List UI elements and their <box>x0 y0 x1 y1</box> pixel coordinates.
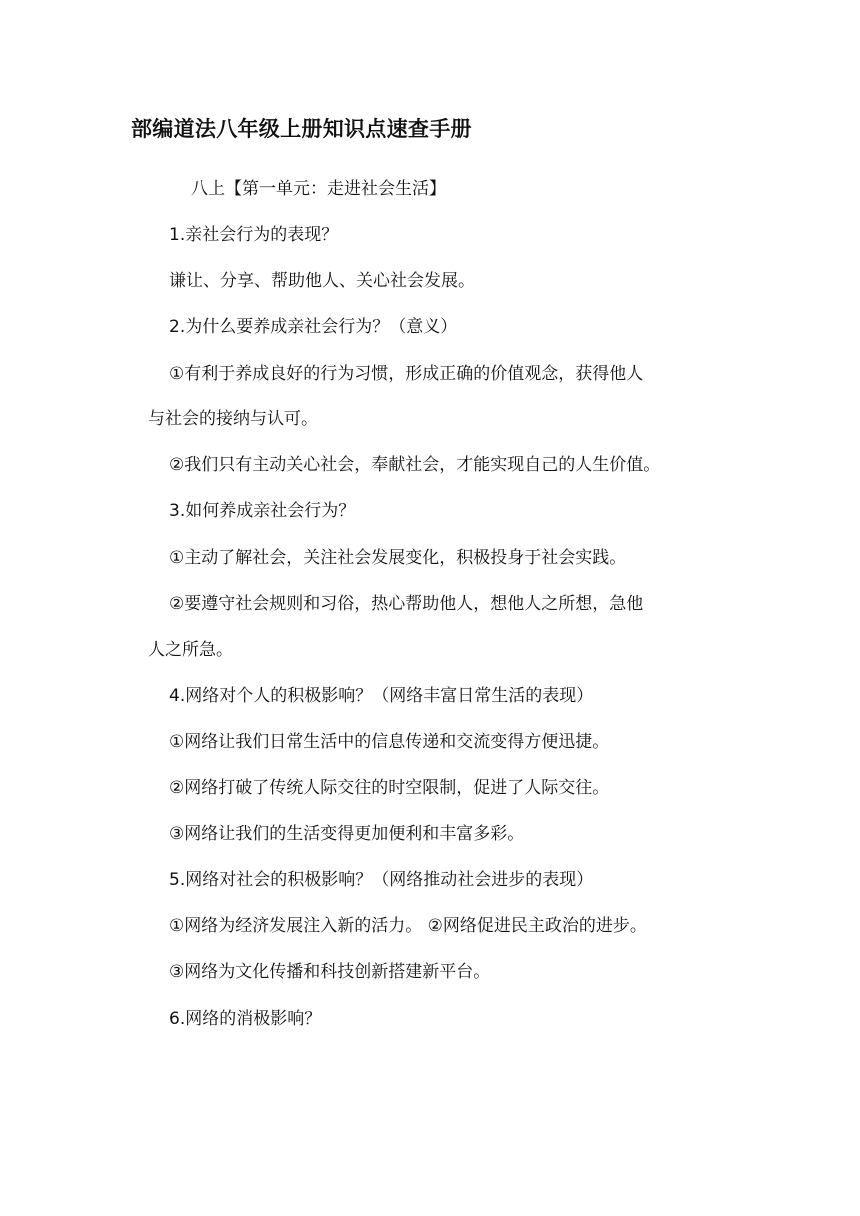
question-1: 1.亲社会行为的表现？ <box>169 225 339 245</box>
answer-5-points-1-2: ①网络为经济发展注入新的活力。 ②网络促进民主政治的进步。 <box>169 916 647 936</box>
question-5: 5.网络对社会的积极影响？（网络推动社会进步的表现） <box>169 870 594 890</box>
answer-3-point-1: ①主动了解社会，关注社会发展变化，积极投身于社会实践。 <box>169 548 627 568</box>
unit-heading: 八上【第一单元：走进社会生活】 <box>191 179 446 199</box>
answer-3-point-2: ②要遵守社会规则和习俗，热心帮助他人，想他人之所想，急他 <box>169 594 644 614</box>
answer-4-point-2: ②网络打破了传统人际交往的时空限制，促进了人际交往。 <box>169 778 610 798</box>
question-3: 3.如何养成亲社会行为？ <box>169 501 356 521</box>
answer-4-point-1: ①网络让我们日常生活中的信息传递和交流变得方便迅捷。 <box>169 732 610 752</box>
answer-2-point-1: ①有利于养成良好的行为习惯，形成正确的价值观念，获得他人 <box>169 364 644 384</box>
question-6: 6.网络的消极影响？ <box>169 1009 322 1029</box>
question-2: 2.为什么要养成亲社会行为？（意义） <box>169 317 458 337</box>
answer-2-point-1-cont: 与社会的接纳与认可。 <box>148 409 318 429</box>
document-title: 部编道法八年级上册知识点速查手册 <box>131 116 472 141</box>
answer-2-point-2: ②我们只有主动关心社会，奉献社会，才能实现自己的人生价值。 <box>169 455 661 475</box>
answer-4-point-3: ③网络让我们的生活变得更加便利和丰富多彩。 <box>169 824 525 844</box>
question-4: 4.网络对个人的积极影响？（网络丰富日常生活的表现） <box>169 686 594 706</box>
answer-3-point-2-cont: 人之所急。 <box>148 640 233 660</box>
answer-5-point-3: ③网络为文化传播和科技创新搭建新平台。 <box>169 962 491 982</box>
answer-1: 谦让、分享、帮助他人、关心社会发展。 <box>169 271 475 291</box>
